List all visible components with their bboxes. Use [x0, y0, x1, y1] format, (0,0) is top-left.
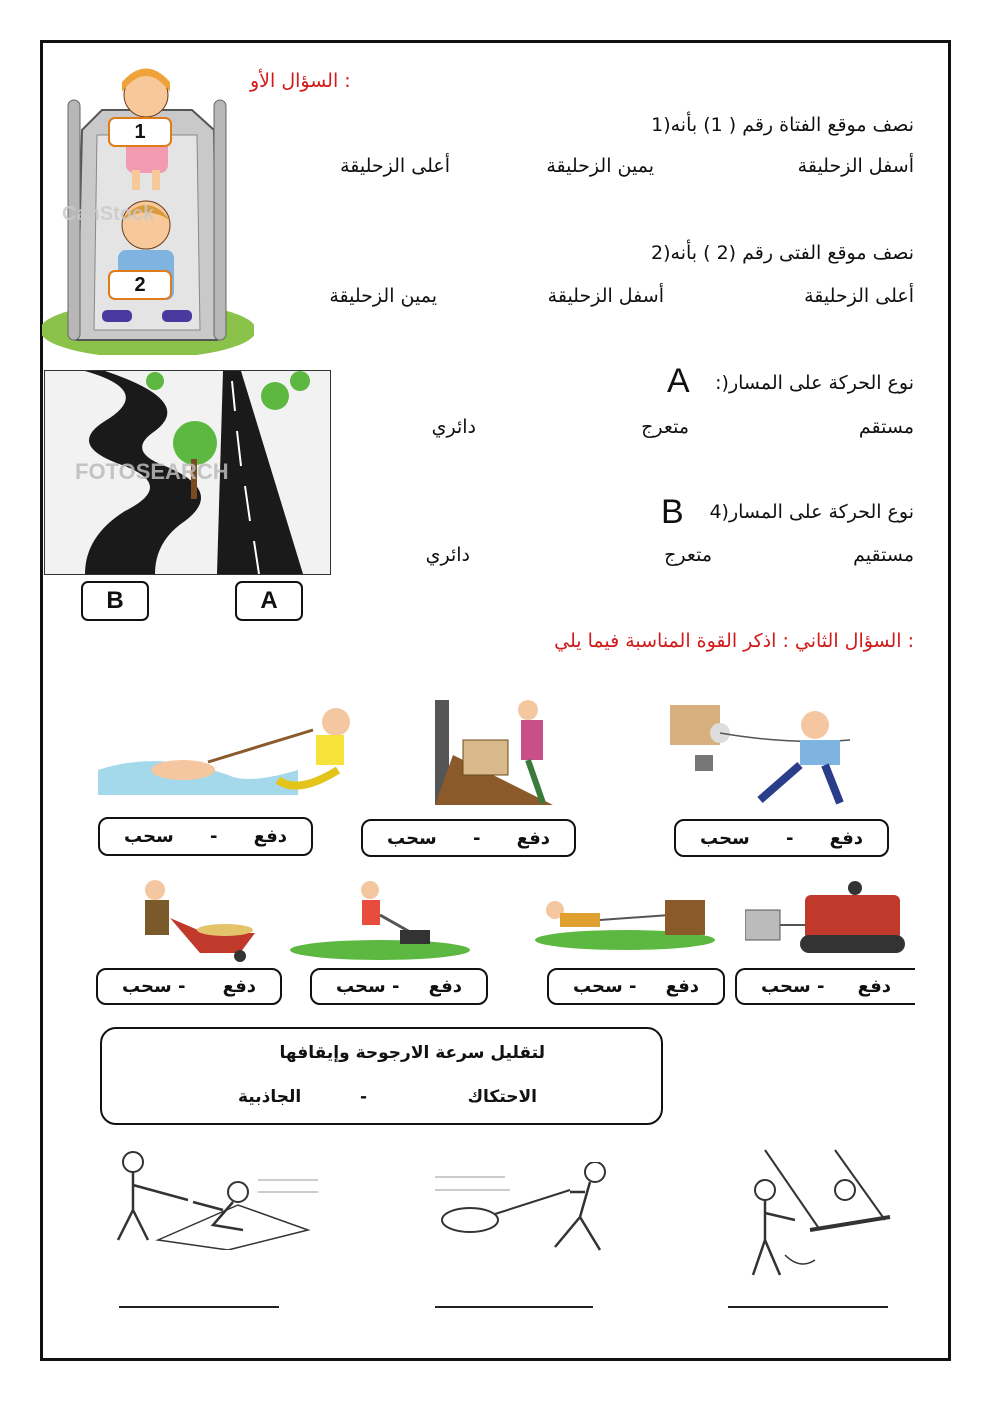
- watermark-canstock: CanStock: [62, 203, 155, 225]
- force-separator: -: [472, 827, 481, 849]
- swing-question-title: لتقليل سرعة الارجوحة وإيقافها: [279, 1043, 545, 1063]
- force-push-option[interactable]: دفع: [253, 826, 287, 847]
- force-box-r2-4: [735, 968, 915, 1005]
- q1-item4-option2[interactable]: متعرج: [664, 544, 712, 566]
- q1-item1-option3[interactable]: أعلى الزحليقة: [340, 155, 450, 177]
- illustration-boxes-ramp: [433, 695, 608, 810]
- swing-separator: -: [360, 1087, 368, 1107]
- illustration-robot-tank: [745, 880, 910, 960]
- force-box-r1-2: [361, 819, 576, 857]
- illustration-waterski: [98, 700, 358, 805]
- force-push-option[interactable]: دفع: [428, 976, 462, 997]
- roads-illustration: [44, 370, 331, 575]
- illustration-dog-walk: [430, 1162, 615, 1257]
- illustration-tree-stump: [535, 885, 715, 950]
- force-box-r1-3: [674, 819, 889, 857]
- badge-2: 2: [108, 270, 172, 300]
- force-pull-option[interactable]: سحب: [124, 826, 174, 847]
- force-separator: -: [392, 976, 400, 997]
- q1-item3-letter: A: [667, 362, 690, 400]
- force-separator: -: [209, 826, 218, 847]
- force-push-option[interactable]: دفع: [516, 827, 550, 849]
- q1-item1-text: نصف موقع الفتاة رقم ( 1) بأنه(1: [651, 114, 914, 136]
- illustration-lawnmower: [290, 880, 470, 960]
- q2-title: : السؤال الثاني : اذكر القوة المناسبة فيما يلي: [554, 630, 914, 652]
- force-box-r2-3: [547, 968, 725, 1005]
- force-pull-option[interactable]: سحب: [700, 827, 750, 849]
- q1-item2-option2[interactable]: أسفل الزحليقة: [547, 285, 664, 307]
- watermark-fotosearch: FOTOSEARCH: [75, 459, 229, 484]
- q1-item4-letter: B: [661, 493, 684, 531]
- q1-item1-option1[interactable]: أسفل الزحليقة: [797, 155, 914, 177]
- force-pull-text[interactable]: سحب: [761, 976, 811, 997]
- illustration-swing: [725, 1145, 900, 1285]
- q1-item2-option3[interactable]: يمين الزحليقة: [329, 285, 437, 307]
- force-pull-option[interactable]: سحب: [387, 827, 437, 849]
- swing-option-gravity[interactable]: الجاذبية: [238, 1087, 302, 1107]
- q1-item4-text: نوع الحركة على المسار(4: [709, 501, 914, 523]
- slide-illustration: [42, 60, 254, 355]
- answer-line-2[interactable]: [435, 1306, 593, 1308]
- illustration-wheelbarrow: [115, 878, 260, 963]
- force-push-option[interactable]: دفع: [222, 976, 256, 997]
- force-separator: -: [785, 827, 794, 849]
- q1-item4-option1[interactable]: مستقيم: [853, 544, 914, 566]
- q1-item2-text: نصف موقع الفتى رقم (2 ) بأنه(2: [651, 242, 914, 264]
- force-pull-text[interactable]: سحب: [122, 976, 172, 997]
- force-pull-text[interactable]: سحب: [336, 976, 386, 997]
- answer-line-1[interactable]: [119, 1306, 279, 1308]
- force-push-option[interactable]: دفع: [829, 827, 863, 849]
- force-push-option[interactable]: دفع: [665, 976, 699, 997]
- q1-item3-option2[interactable]: متعرج: [641, 416, 689, 438]
- force-separator: -: [178, 976, 186, 997]
- illustration-pulling-tooth: [640, 705, 885, 805]
- q1-item2-option1[interactable]: أعلى الزحليقة: [804, 285, 914, 307]
- q1-item3-text: نوع الحركة على المسار(:: [715, 372, 914, 394]
- force-separator: -: [629, 976, 637, 997]
- force-box-r2-1: [96, 968, 282, 1005]
- road-label-b: B: [81, 581, 149, 621]
- force-pull-option: [573, 976, 637, 997]
- q1-item4-option3[interactable]: دائري: [425, 544, 470, 566]
- force-box-r2-2: [310, 968, 488, 1005]
- answer-line-3[interactable]: [728, 1306, 888, 1308]
- badge-1: 1: [108, 117, 172, 147]
- force-pull-text[interactable]: سحب: [573, 976, 623, 997]
- force-pull-option: [761, 976, 825, 997]
- force-box-r1-1: [98, 817, 313, 856]
- swing-option-friction[interactable]: الاحتكاك: [467, 1087, 537, 1107]
- force-pull-option: [122, 976, 186, 997]
- swing-question-box: [100, 1027, 663, 1125]
- force-pull-option: [336, 976, 400, 997]
- q1-title: : السؤال الأو: [250, 70, 351, 92]
- force-push-option[interactable]: دفع: [857, 976, 891, 997]
- q1-item1-option2[interactable]: يمين الزحليقة: [546, 155, 654, 177]
- q1-item3-option1[interactable]: مستقم: [858, 416, 914, 438]
- illustration-kids-pulling: [98, 1150, 323, 1250]
- force-separator: -: [817, 976, 825, 997]
- road-label-a: A: [235, 581, 303, 621]
- q1-item3-option3[interactable]: دائري: [431, 416, 476, 438]
